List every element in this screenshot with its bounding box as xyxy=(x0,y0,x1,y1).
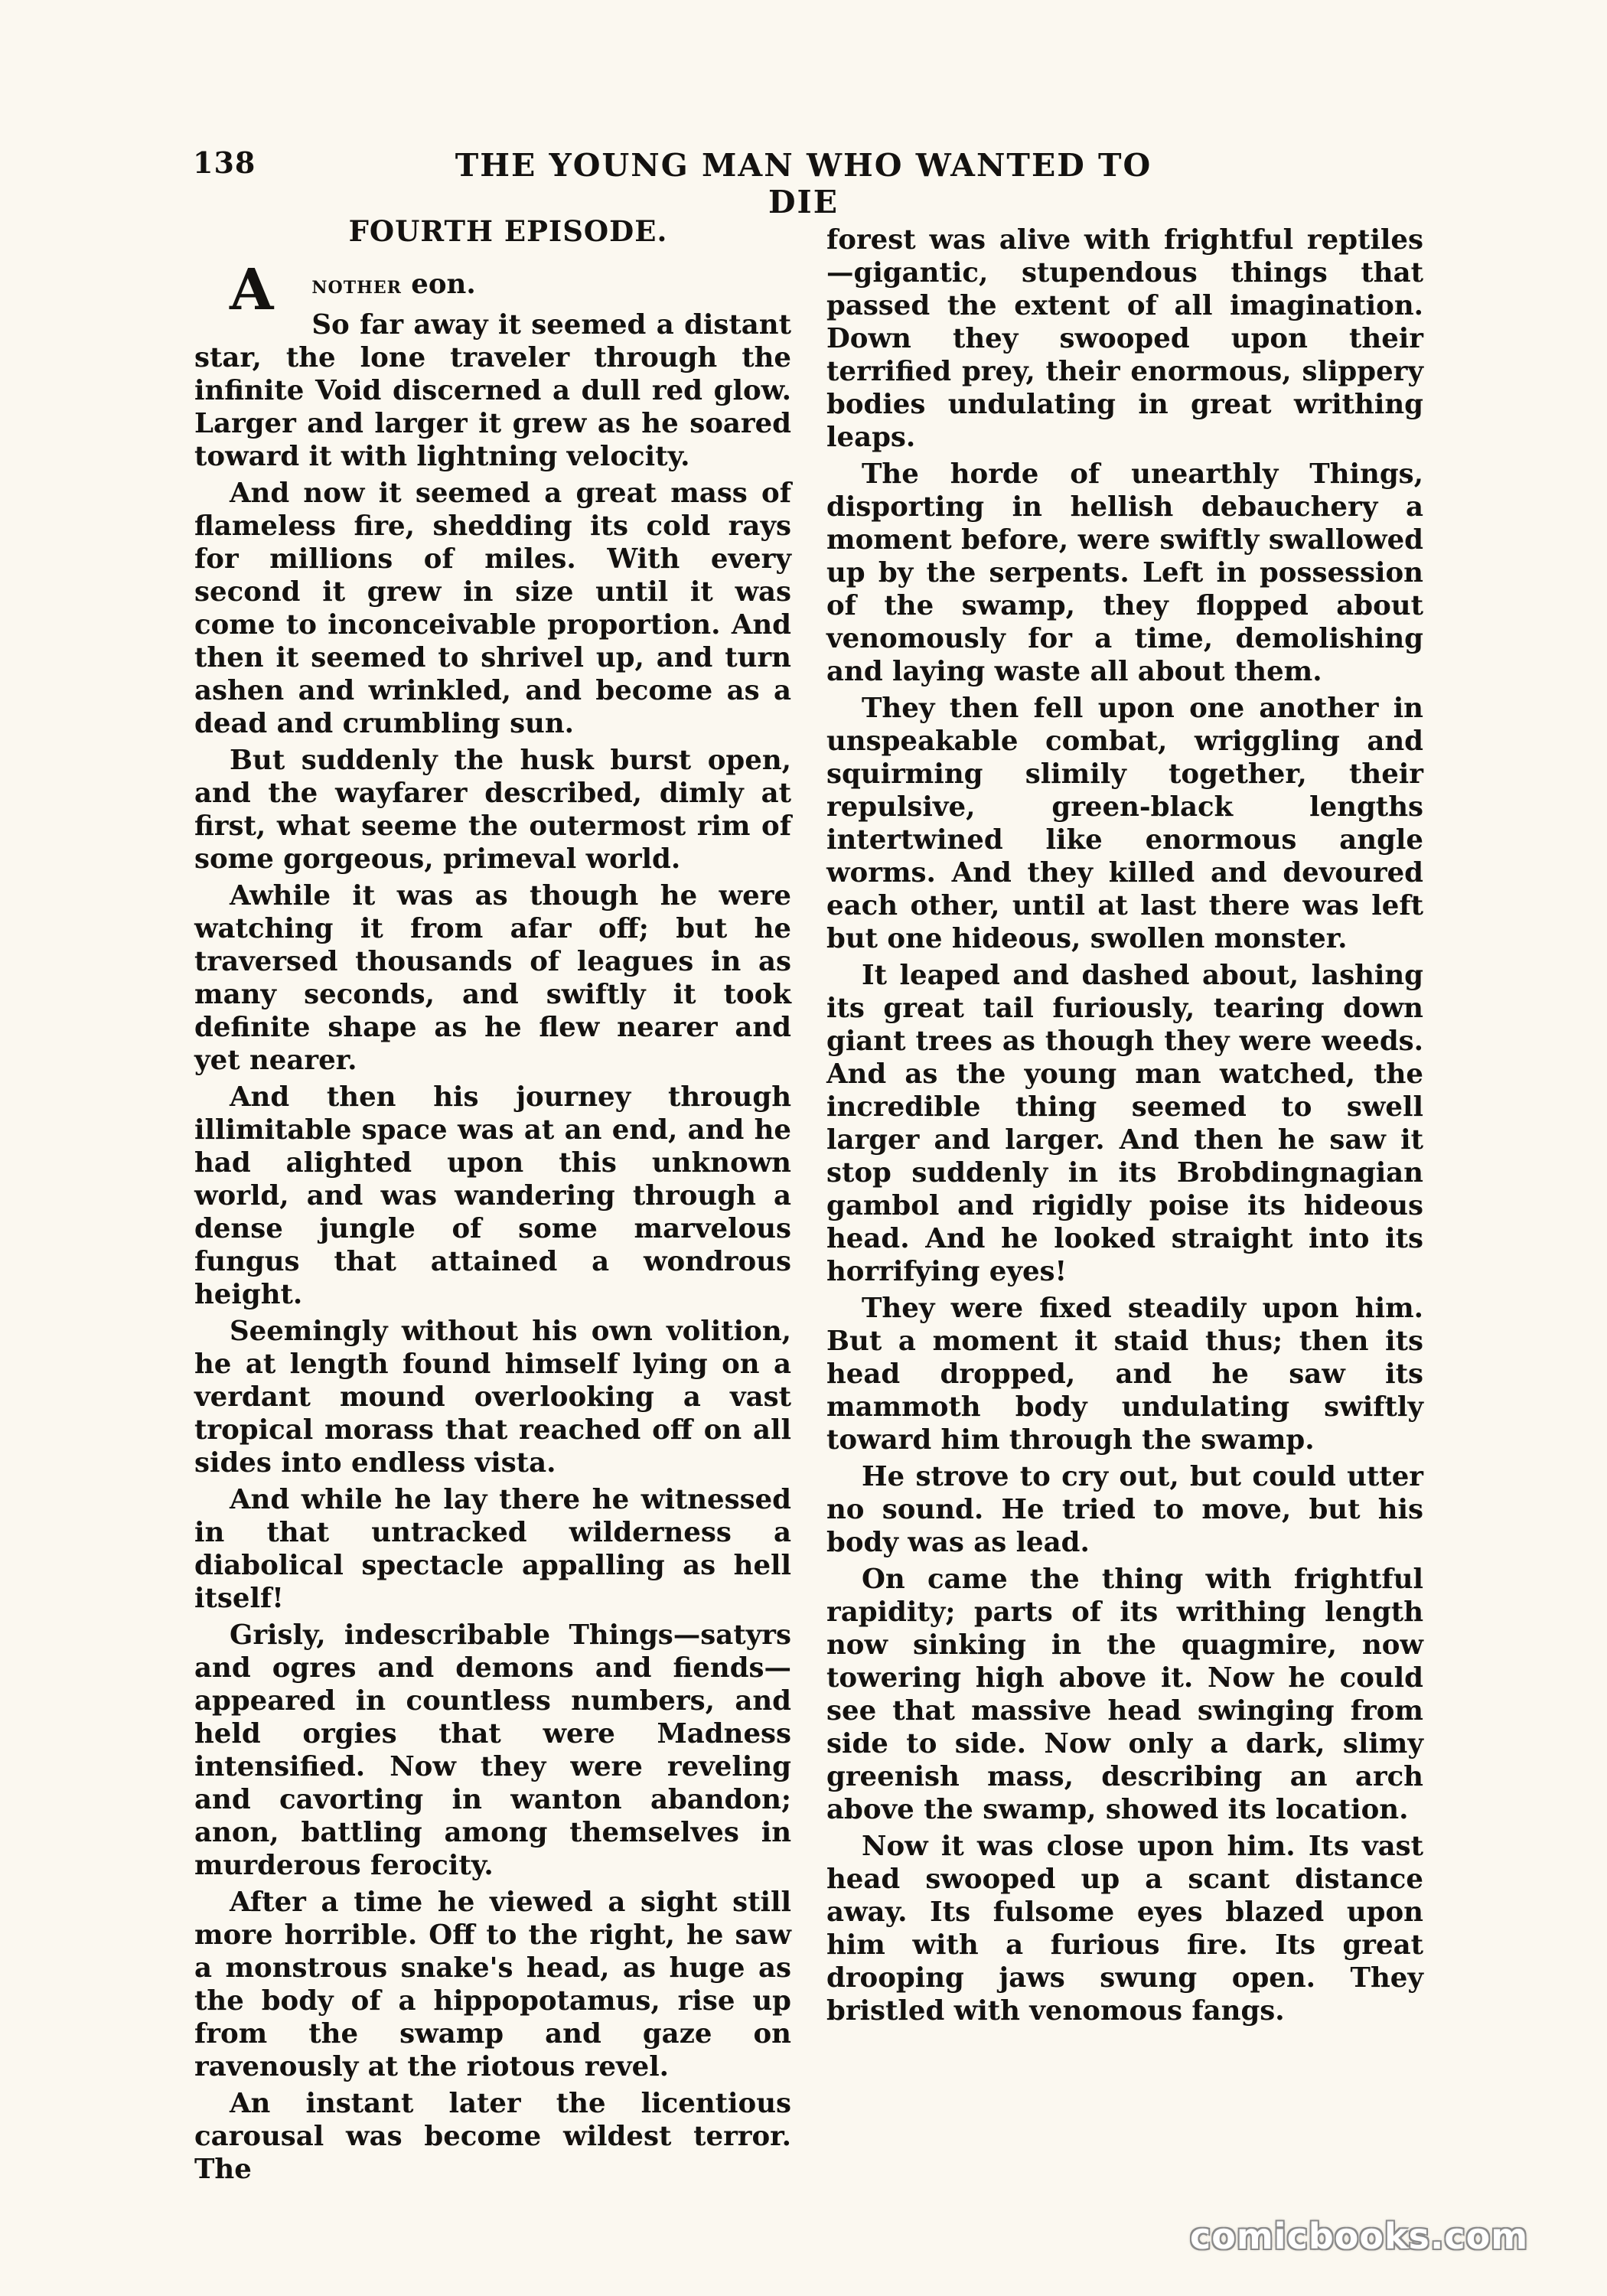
paragraph: Seemingly without his own volition, he at length found himself lying on a verdant mound overlooking a vast tropical morass that reached off on all sides into endless vista. xyxy=(194,1316,791,1479)
paragraph: He strove to cry out, but could utter no sound. He tried to move, but his body was as lead. xyxy=(826,1461,1423,1558)
paragraph: After a time he viewed a sight still more horrible. Off to the right, he saw a monstrous snake's head, as huge as the body of a hippopotamus, rise up from the swamp and gaze on ravenously at the riotous revel. xyxy=(194,1887,791,2082)
opening-line xyxy=(194,257,791,323)
paragraph: So far away it seemed a distant star, the lone traveler through the infinite Void discerned a dull red glow. Larger and larger it grew as he soared toward it with lightning velocity. xyxy=(194,309,791,472)
paragraph: Awhile it was as though he were watching it from afar off; but he traversed thousands of leagues in as many seconds, and swiftly it took definite shape as he flew nearer and yet nearer. xyxy=(194,880,791,1076)
paragraph: On came the thing with frightful rapidity; parts of its writhing length now sinking in the quagmire, now towering high above it. Now he could see that massive head swinging from side to side. Now only a dark, slimy greenish mass, describing an arch above the swamp, showed its location. xyxy=(826,1564,1423,1825)
right-column xyxy=(826,223,1423,2031)
episode-title: FOURTH EPISODE. xyxy=(348,214,668,248)
site-watermark: comicbooks.com xyxy=(1190,2216,1529,2257)
continued-paragraph: forest was alive with frightful reptiles—gigantic, stupendous things that passed the extent of all imagination. Down they swooped upon their terrified prey, their enormous, slippery bodies undulating in great writhing leaps. xyxy=(826,224,1423,453)
paragraph: They then fell upon one another in unspeakable combat, wriggling and squirming slimily together, their repulsive, green-black lengths intertwined like enormous angle worms. And they killed and devoured each other, until at last there was left but one hideous, swollen monster. xyxy=(826,693,1423,954)
paragraph: And now it seemed a great mass of flameless fire, shedding its cold rays for millions of miles. With every second it grew in size until it was come to inconceivable proportion. And then it seemed to shrivel up, and turn ashen and wrinkled, and become as a dead and crumbling sun. xyxy=(194,478,791,739)
paragraph: An instant later the licentious carousal was become wildest terror. The xyxy=(194,2088,791,2185)
paragraph: It leaped and dashed about, lashing its great tail furiously, tearing down giant trees as though they were weeds. And as the young man watched, the incredible thing seemed to swell larger and larger. And then he saw it stop suddenly in its Brobdingnagian gambol and rigidly poise its hideous head. And he looked straight into its horrifying eyes! xyxy=(826,960,1423,1287)
opening-smallcaps: NOTHER xyxy=(311,278,402,298)
paragraph: The horde of unearthly Things, disporting in hellish debauchery a moment before, were swiftly swallowed up by the serpents. Left in possession of the swamp, they flopped about venomously for a time, demolishing and laying waste all about them. xyxy=(826,458,1423,687)
paragraph: And then his journey through illimitable space was at an end, and he had alighted upon this unknown world, and was wandering through a dense jungle of some marvelous fungus that attained a wondrous height. xyxy=(194,1081,791,1310)
drop-cap: A xyxy=(230,257,274,323)
paragraph: And while he lay there he witnessed in that untracked wilderness a diabolical spectacle appalling as hell itself! xyxy=(194,1484,791,1614)
left-column xyxy=(194,216,791,2190)
opening-rest: eon. xyxy=(401,269,476,300)
paragraph: They were fixed steadily upon him. But a moment it staid thus; then its head dropped, and he saw its mammoth body undulating swiftly toward him through the swamp. xyxy=(826,1293,1423,1456)
paragraph: But suddenly the husk burst open, and the wayfarer described, dimly at first, what seeme the outermost rim of some gorgeous, primeval world. xyxy=(194,745,791,875)
page-number: 138 xyxy=(193,145,256,180)
paragraph: Grisly, indescribable Things—satyrs and ogres and demons and fiends—appeared in countless numbers, and held orgies that were Madness intensified. Now they were reveling and cavorting in wanton abandon; anon, battling among themselves in murderous ferocity. xyxy=(194,1619,791,1881)
running-title: THE YOUNG MAN WHO WANTED TO DIE xyxy=(455,147,1152,220)
paragraph: Now it was close upon him. Its vast head swooped up a scant distance away. Its fulsome eyes blazed upon him with a furious fire. Its great drooping jaws swung open. They bristled with venomous fangs. xyxy=(826,1831,1423,2027)
